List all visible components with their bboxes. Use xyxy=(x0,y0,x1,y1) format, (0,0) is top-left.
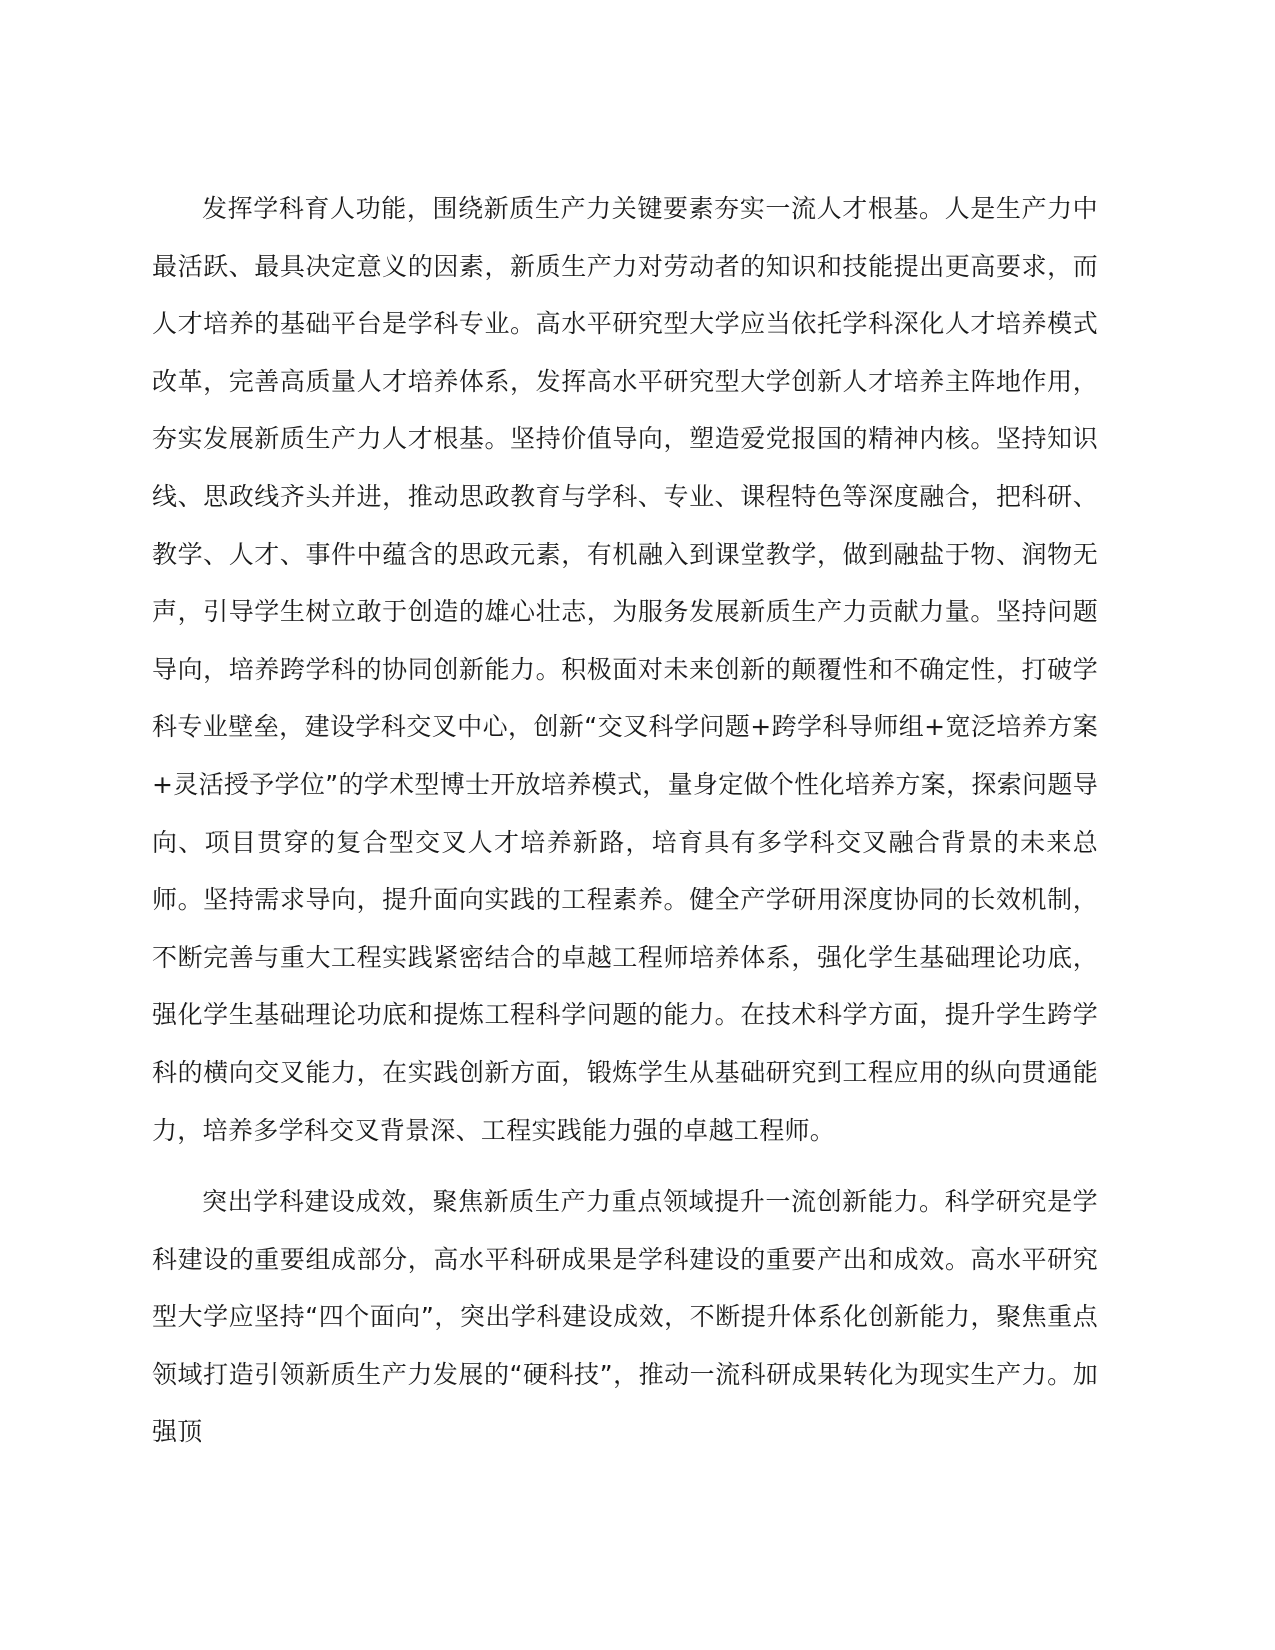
document-body xyxy=(152,180,1098,1461)
paragraph-innovation-capability: 突出学科建设成效，聚焦新质生产力重点领域提升一流创新能力。科学研究是学科建设的重要组成部分，高水平科研成果是学科建设的重要产出和成效。高水平研究型大学应坚持“四个面向”，突出学科建设成效，不断提升体系化创新能力，聚焦重点领域打造引领新质生产力发展的“硬科技”，推动一流科研成果转化为现实生产力。加强顶 xyxy=(152,1187,1098,1447)
paragraph-talent-cultivation: 发挥学科育人功能，围绕新质生产力关键要素夯实一流人才根基。人是生产力中最活跃、最具决定意义的因素，新质生产力对劳动者的知识和技能提出更高要求，而人才培养的基础平台是学科专业。高水平研究型大学应当依托学科深化人才培养模式改革，完善高质量人才培养体系，发挥高水平研究型大学创新人才培养主阵地作用，夯实发展新质生产力人才根基。坚持价值导向，塑造爱党报国的精神内核。坚持知识线、思政线齐头并进，推动思政教育与学科、专业、课程特色等深度融合，把科研、教学、人才、事件中蕴含的思政元素，有机融入到课堂教学，做到融盐于物、润物无声，引导学生树立敢于创造的雄心壮志，为服务发展新质生产力贡献力量。坚持问题导向，培养跨学科的协同创新能力。积极面对未来创新的颠覆性和不确定性，打破学科专业壁垒，建设学科交叉中心，创新“交叉科学问题+跨学科导师组+宽泛培养方案+灵活授予学位”的学术型博士开放培养模式，量身定做个性化培养方案，探索问题导向、项目贯穿的复合型交叉人才培养新路，培育具有多学科交叉融合背景的未来总师。坚持需求导向，提升面向实践的工程素养。健全产学研用深度协同的长效机制，不断完善与重大工程实践紧密结合的卓越工程师培养体系，强化学生基础理论功底，强化学生基础理论功底和提炼工程科学问题的能力。在技术科学方面，提升学生跨学科的横向交叉能力，在实践创新方面，锻炼学生从基础研究到工程应用的纵向贯通能力，培养多学科交叉背景深、工程实践能力强的卓越工程师。 xyxy=(152,194,1098,1145)
